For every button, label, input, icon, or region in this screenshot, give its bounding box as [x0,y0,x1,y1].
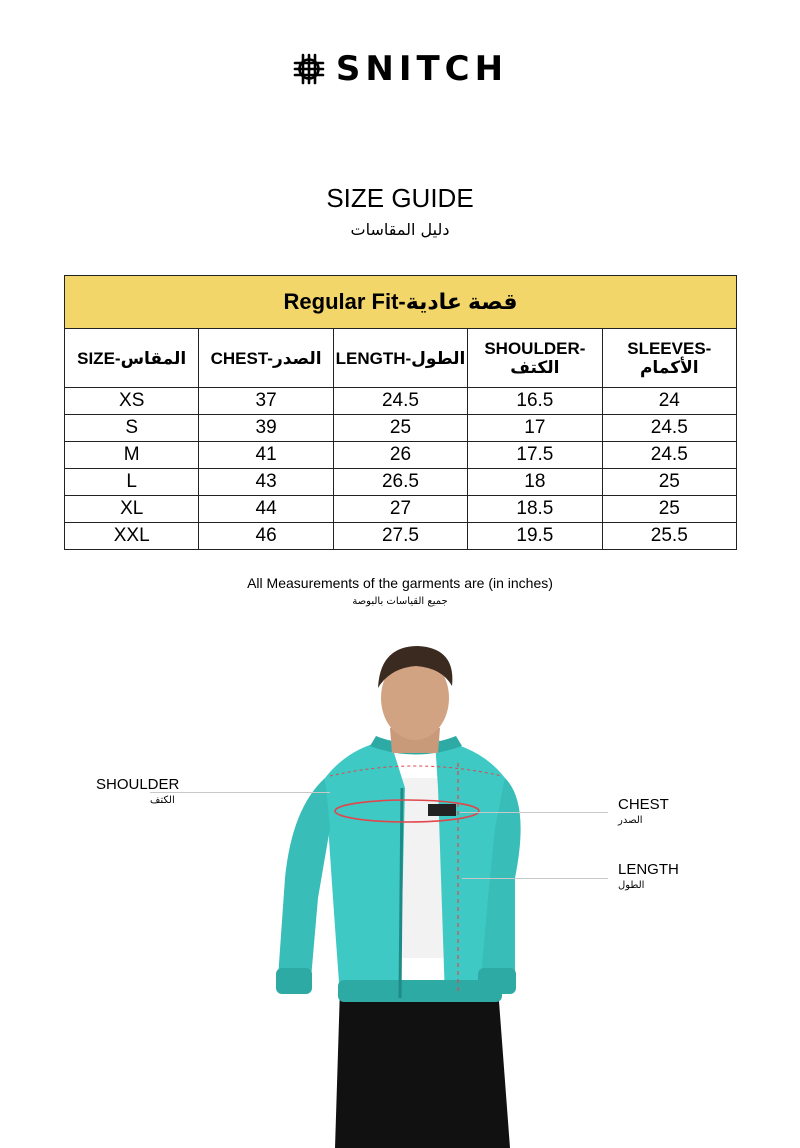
cell-length: 24.5 [333,388,467,415]
length-label-arabic: الطول [618,880,645,891]
model-jacket-illustration [230,628,560,1148]
length-label: LENGTH [618,861,679,878]
cell-size: S [65,415,199,442]
cell-length: 27 [333,496,467,523]
page-title-arabic: دليل المقاسات [350,220,450,239]
cell-shoulder: 17.5 [468,442,602,469]
cell-size: M [65,442,199,469]
header-sleeves: SLEEVES- الأكمام [602,329,736,388]
cell-sleeves: 24.5 [602,415,736,442]
length-callout-line [462,878,608,879]
cell-sleeves: 24.5 [602,442,736,469]
measurement-note: All Measurements of the garments are (in inches) [247,575,553,591]
grid-knot-icon [292,52,326,86]
table-row [65,496,737,523]
cell-sleeves: 24 [602,388,736,415]
shoulder-label-arabic: الكتف [150,795,175,806]
table-row [65,523,737,550]
cell-chest: 44 [199,496,333,523]
cell-length: 27.5 [333,523,467,550]
cell-shoulder: 18 [468,469,602,496]
jacket-body [325,740,405,998]
cell-length: 25 [333,415,467,442]
cell-sleeves: 25 [602,496,736,523]
cell-length: 26 [333,442,467,469]
cell-shoulder: 18.5 [468,496,602,523]
header-length: LENGTH-الطول [333,329,467,388]
header-size: SIZE-المقاس [65,329,199,388]
table-row [65,469,737,496]
measurement-note-arabic: جميع القياسات بالبوصة [352,596,448,607]
cell-chest: 41 [199,442,333,469]
cell-size: L [65,469,199,496]
brand-logo [0,49,800,91]
fit-label: Regular Fit-قصة عادية [65,276,737,329]
chest-label-arabic: الصدر [618,815,643,826]
cell-sleeves: 25 [602,469,736,496]
page-title: SIZE GUIDE [326,183,474,213]
shoulder-label: SHOULDER [96,776,180,793]
table-row [65,388,737,415]
cell-shoulder: 19.5 [468,523,602,550]
cell-chest: 37 [199,388,333,415]
cell-size: XS [65,388,199,415]
chest-label: CHEST [618,796,669,813]
cell-shoulder: 17 [468,415,602,442]
table-row [65,415,737,442]
cell-size: XL [65,496,199,523]
header-shoulder: SHOULDER- الكتف [468,329,602,388]
brand-name: SNITCH [335,49,509,89]
left-sleeve [278,778,330,991]
size-table [64,275,737,550]
cell-chest: 46 [199,523,333,550]
cell-chest: 43 [199,469,333,496]
cell-size: XXL [65,523,199,550]
cell-shoulder: 16.5 [468,388,602,415]
trousers [335,988,510,1148]
cell-sleeves: 25.5 [602,523,736,550]
header-chest: CHEST-الصدر [199,329,333,388]
chest-callout-line [460,812,608,813]
cell-length: 26.5 [333,469,467,496]
table-row [65,442,737,469]
cell-chest: 39 [199,415,333,442]
